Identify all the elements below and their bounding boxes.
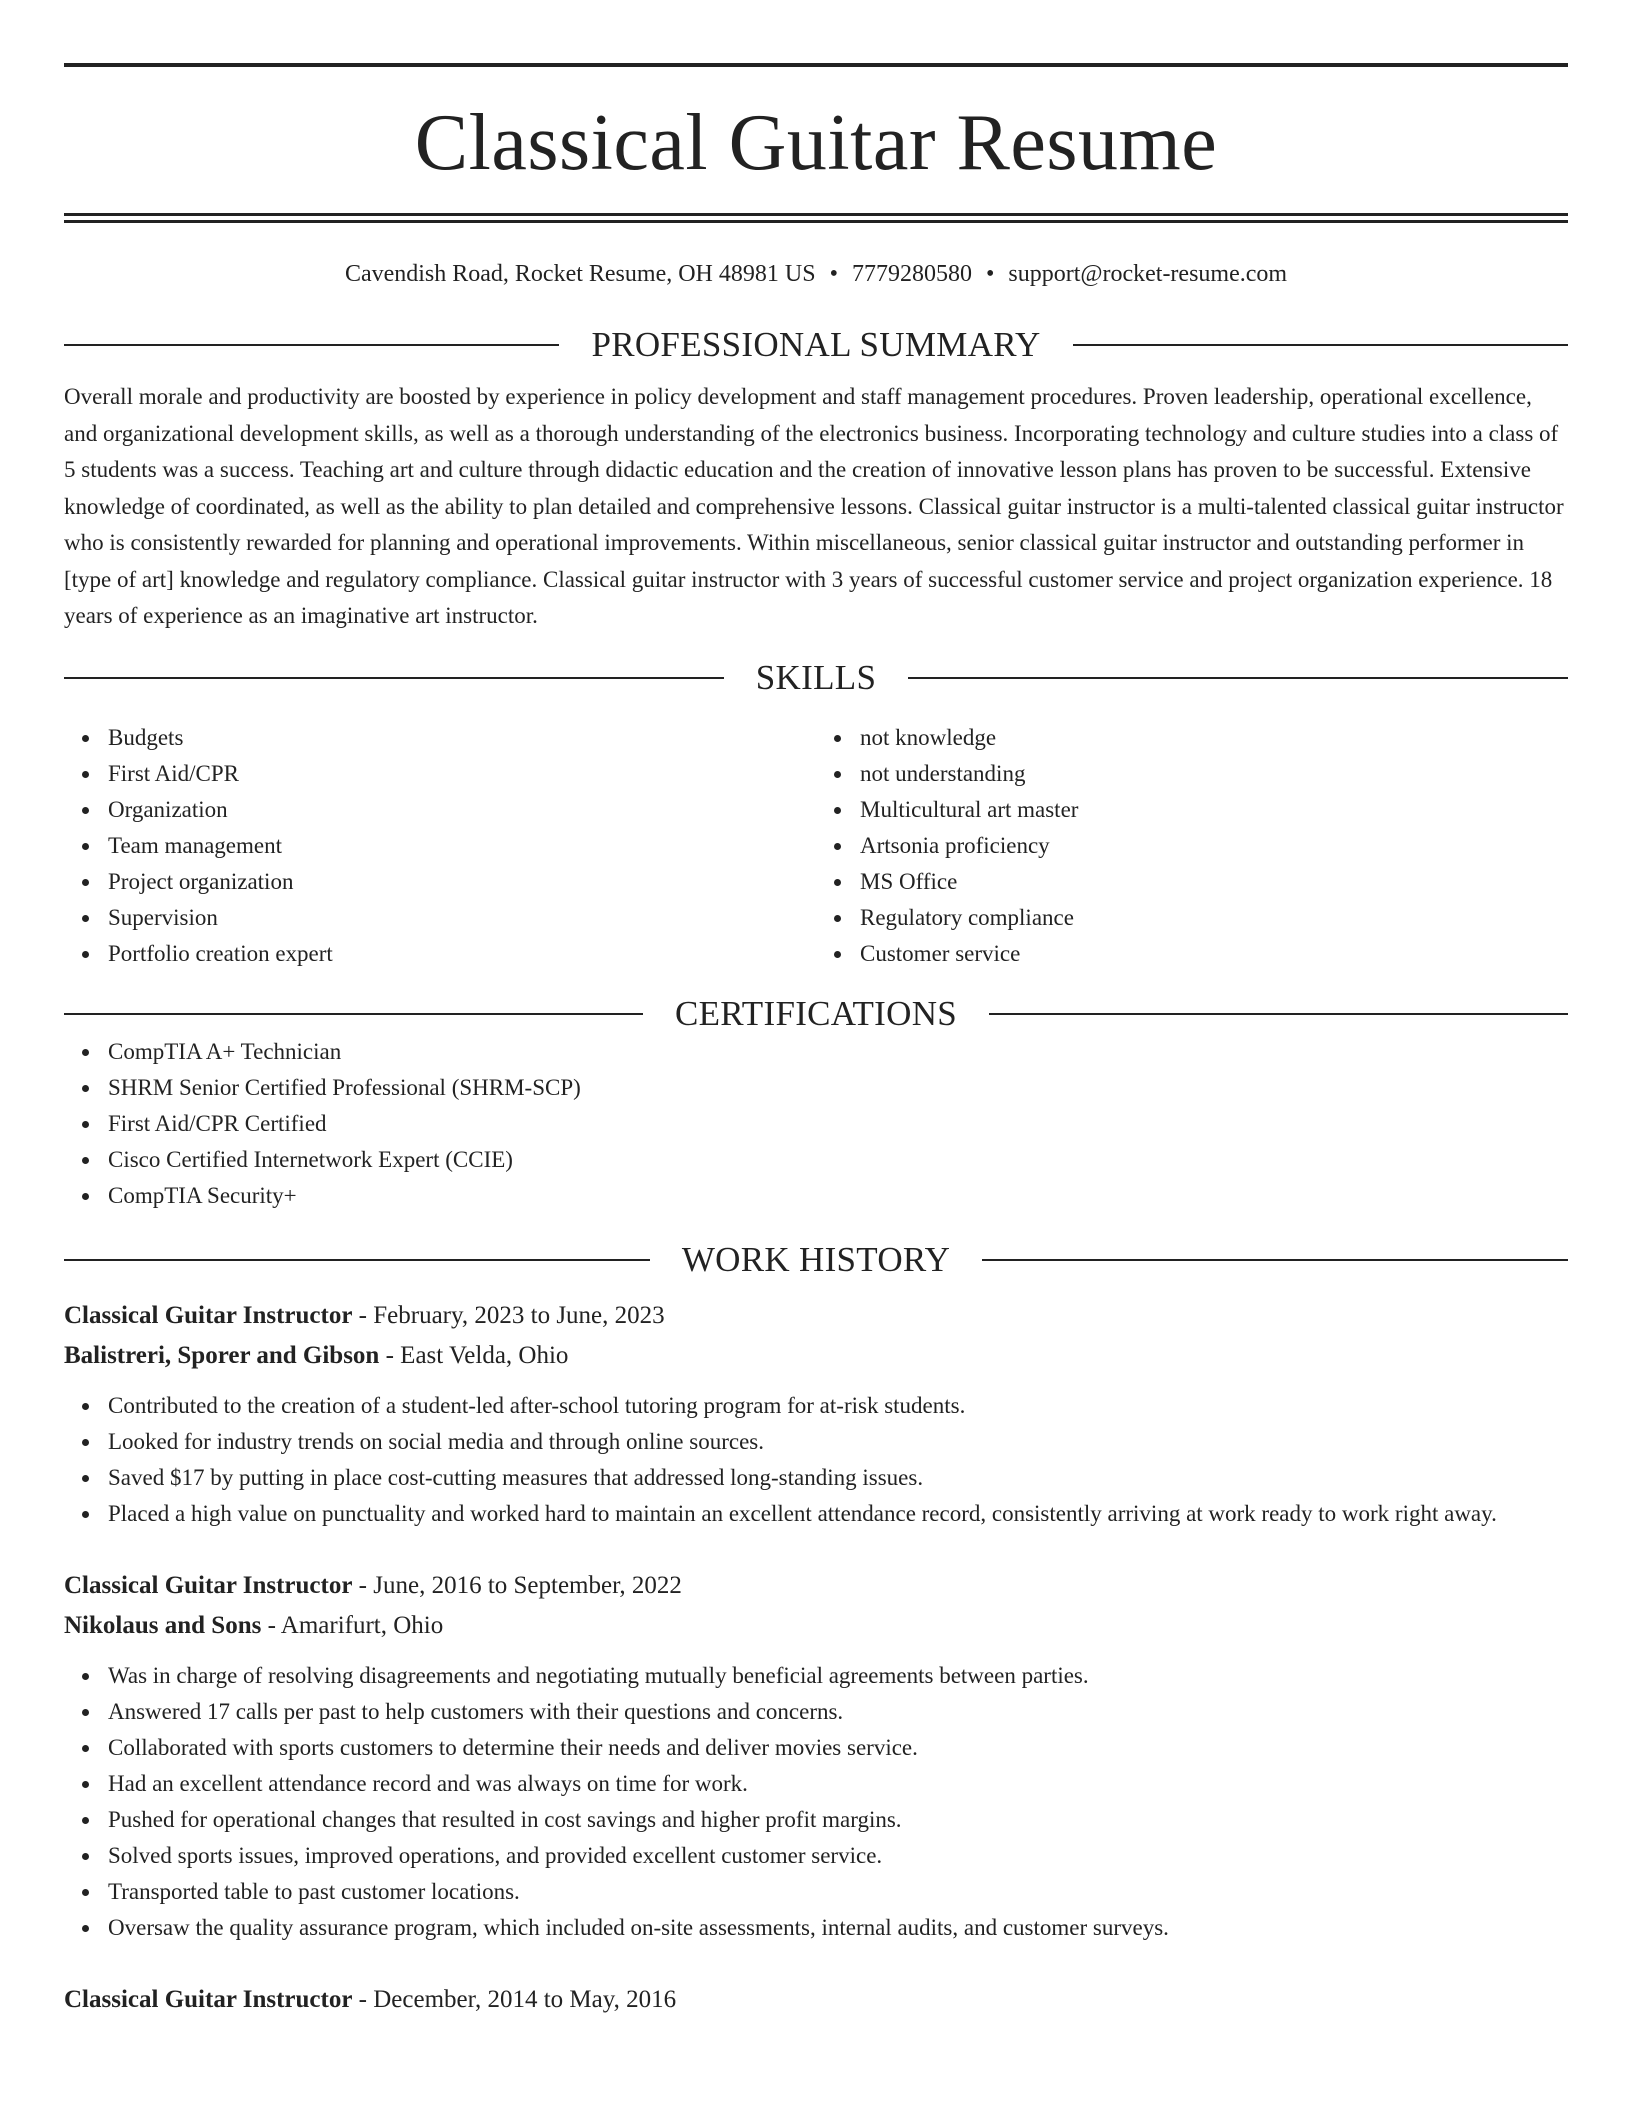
- job-entry: [64, 1566, 1568, 1946]
- list-item: Looked for industry trends on social media and through online sources.: [108, 1424, 1568, 1460]
- job-title-line: [64, 1566, 1568, 1606]
- job-company-line: [64, 1606, 1568, 1646]
- list-item: Budgets: [108, 720, 816, 756]
- list-item: Saved $17 by putting in place cost-cutting measures that addressed long-standing issues.: [108, 1460, 1568, 1496]
- heading-rule-right: [989, 1013, 1568, 1015]
- job-title-line: [64, 1296, 1568, 1336]
- list-item: Collaborated with sports customers to determine their needs and deliver movies service.: [108, 1730, 1568, 1766]
- summary-heading: PROFESSIONAL SUMMARY: [591, 325, 1041, 364]
- list-item: not knowledge: [860, 720, 1568, 756]
- skills-columns: [64, 720, 1568, 972]
- job-bullets: [64, 1388, 1568, 1532]
- job-company: Balistreri, Sporer and Gibson: [64, 1341, 380, 1369]
- list-item: First Aid/CPR Certified: [108, 1106, 1568, 1142]
- skills-list-right: [816, 720, 1568, 972]
- list-item: Solved sports issues, improved operations, and provided excellent customer service.: [108, 1838, 1568, 1874]
- job-entry: [64, 1980, 1568, 2020]
- list-item: First Aid/CPR: [108, 756, 816, 792]
- list-item: Pushed for operational changes that resulted in cost savings and higher profit margins.: [108, 1802, 1568, 1838]
- contact-address: Cavendish Road, Rocket Resume, OH 48981 US: [344, 261, 816, 287]
- list-item: Answered 17 calls per past to help customers with their questions and concerns.: [108, 1694, 1568, 1730]
- job-entry: [64, 1296, 1568, 1532]
- jobs-container: [64, 1296, 1568, 2020]
- contact-separator: •: [985, 261, 995, 287]
- heading-rule-left: [64, 1013, 643, 1015]
- list-item: Cisco Certified Internetwork Expert (CCIE): [108, 1142, 1568, 1178]
- list-item: Supervision: [108, 900, 816, 936]
- contact-separator: •: [829, 261, 838, 287]
- job-location: - East Velda, Ohio: [379, 1341, 569, 1369]
- list-item: SHRM Senior Certified Professional (SHRM-SCP): [108, 1070, 1568, 1106]
- heading-rule-left: [64, 677, 724, 679]
- job-title: Classical Guitar Instructor: [64, 1301, 353, 1329]
- certifications-section-heading: [64, 994, 1568, 1034]
- list-item: CompTIA Security+: [108, 1178, 1568, 1214]
- top-rule: [64, 63, 1568, 67]
- list-item: CompTIA A+ Technician: [108, 1034, 1568, 1070]
- list-item: Transported table to past customer locations.: [108, 1874, 1568, 1910]
- heading-rule-right: [982, 1259, 1568, 1261]
- contact-phone[interactable]: 7779280580: [851, 261, 972, 287]
- list-item: Project organization: [108, 864, 816, 900]
- heading-rule-right: [1073, 344, 1568, 346]
- summary-text: Overall morale and productivity are boosted by experience in policy development and staff management procedures. Proven leadership, operational excellence, and organizational development skills, as well as a thorough understanding of the electronics business. Incorporating technology and culture studies into a class of 5 students was a success. Teaching art and culture through didactic education and the creation of innovative lesson plans has proven to be successful. Extensive knowledge of coordinated, as well as the ability to plan detailed and comprehensive lessons. Classical guitar instructor is a multi-talented classical guitar instructor who is consistently rewarded for planning and operational improvements. Within miscellaneous, senior classical guitar instructor and outstanding performer in [type of art] knowledge and regulatory compliance. Classical guitar instructor with 3 years of successful customer service and project organization experience. 18 years of experience as an imaginative art instructor.: [64, 384, 1564, 628]
- list-item: Contributed to the creation of a student-led after-school tutoring program for at-risk students.: [108, 1388, 1568, 1424]
- job-location: - Amarifurt, Ohio: [261, 1611, 444, 1639]
- heading-rule-left: [64, 344, 559, 346]
- job-company-line: [64, 1336, 1568, 1376]
- certifications-list: [64, 1034, 1568, 1214]
- heading-rule-right: [908, 677, 1568, 679]
- skills-heading: SKILLS: [755, 657, 877, 697]
- list-item: Artsonia proficiency: [860, 828, 1568, 864]
- contact-email[interactable]: support@rocket-resume.com: [1008, 261, 1288, 287]
- contact-line: [64, 259, 1568, 289]
- list-item: Multicultural art master: [860, 792, 1568, 828]
- certifications-heading: CERTIFICATIONS: [674, 993, 958, 1033]
- list-item: Team management: [108, 828, 816, 864]
- job-title: Classical Guitar Instructor: [64, 1985, 353, 2013]
- list-item: Organization: [108, 792, 816, 828]
- job-title-line: [64, 1980, 1568, 2020]
- list-item: Regulatory compliance: [860, 900, 1568, 936]
- skills-section-heading: [64, 658, 1568, 698]
- skills-list-left: [64, 720, 816, 972]
- job-company: Nikolaus and Sons: [64, 1611, 262, 1639]
- list-item: Placed a high value on punctuality and worked hard to maintain an excellent attendance record, consistently arriving at work ready to work right away.: [108, 1496, 1568, 1532]
- list-item: not understanding: [860, 756, 1568, 792]
- summary-section-heading: [64, 325, 1568, 365]
- work-history-section-heading: [64, 1240, 1568, 1280]
- list-item: Was in charge of resolving disagreements and negotiating mutually beneficial agreements between parties.: [108, 1658, 1568, 1694]
- resume-title: Classical Guitar Resume: [414, 99, 1218, 187]
- job-bullets: [64, 1658, 1568, 1946]
- heading-rule-left: [64, 1259, 650, 1261]
- job-title: Classical Guitar Instructor: [64, 1571, 353, 1599]
- list-item: Had an excellent attendance record and was always on time for work.: [108, 1766, 1568, 1802]
- work-history-heading: WORK HISTORY: [681, 1239, 951, 1279]
- list-item: Oversaw the quality assurance program, which included on-site assessments, internal audits, and customer surveys.: [108, 1910, 1568, 1946]
- list-item: Customer service: [860, 936, 1568, 972]
- list-item: MS Office: [860, 864, 1568, 900]
- job-dates: - June, 2016 to September, 2022: [352, 1571, 682, 1599]
- title-double-rule: [64, 213, 1568, 223]
- job-dates: - February, 2023 to June, 2023: [352, 1301, 665, 1329]
- list-item: Portfolio creation expert: [108, 936, 816, 972]
- job-dates: - December, 2014 to May, 2016: [352, 1985, 677, 2013]
